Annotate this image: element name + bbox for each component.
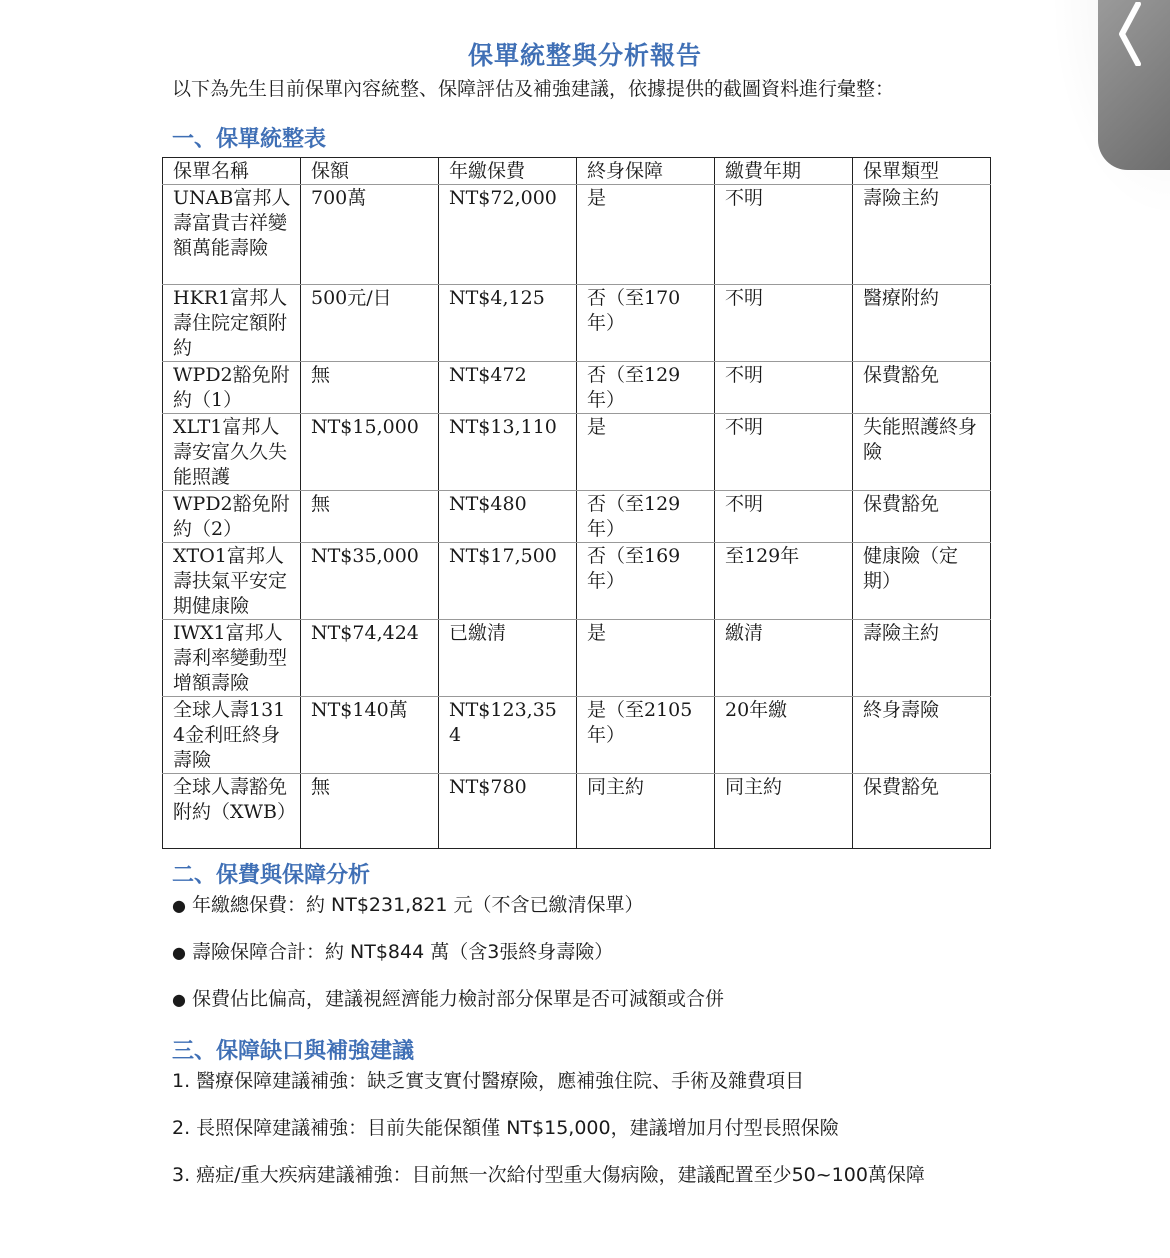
section-heading-summary: 一、保單統整表 bbox=[172, 127, 327, 152]
cell-policy-name: WPD2豁免附約（2） bbox=[163, 491, 301, 543]
cell-lifetime: 否（至170年） bbox=[577, 285, 715, 362]
cell-lifetime: 否（至129年） bbox=[577, 491, 715, 543]
cell-annual-premium: 已繳清 bbox=[439, 620, 577, 697]
col-header-coverage: 保額 bbox=[301, 158, 439, 185]
cell-annual-premium: NT$17,500 bbox=[439, 543, 577, 620]
cell-policy-name: HKR1富邦人壽住院定額附約 bbox=[163, 285, 301, 362]
cell-lifetime: 是（至2105年） bbox=[577, 697, 715, 774]
cell-annual-premium: NT$480 bbox=[439, 491, 577, 543]
table-row bbox=[163, 620, 991, 697]
table-row bbox=[163, 697, 991, 774]
cell-lifetime: 是 bbox=[577, 185, 715, 285]
cell-annual-premium: NT$72,000 bbox=[439, 185, 577, 285]
cell-policy-type: 保費豁免 bbox=[853, 774, 991, 849]
cell-annual-premium: NT$13,110 bbox=[439, 414, 577, 491]
cell-coverage: 700萬 bbox=[301, 185, 439, 285]
cell-policy-type: 失能照護終身險 bbox=[853, 414, 991, 491]
table-row bbox=[163, 543, 991, 620]
cell-policy-name: UNAB富邦人壽富貴吉祥變額萬能壽險 bbox=[163, 185, 301, 285]
table-row bbox=[163, 491, 991, 543]
table-row bbox=[163, 362, 991, 414]
table-header-row bbox=[163, 158, 991, 185]
cell-coverage: 無 bbox=[301, 491, 439, 543]
list-item: ● 壽險保障合計：約 NT$844 萬（含3張終身壽險） bbox=[172, 940, 724, 987]
list-item: ● 保費佔比偏高，建議視經濟能力檢討部分保單是否可減額或合併 bbox=[172, 987, 724, 1034]
cell-policy-type: 壽險主約 bbox=[853, 185, 991, 285]
cell-policy-type: 保費豁免 bbox=[853, 491, 991, 543]
list-item: 3. 癌症/重大疾病建議補強：目前無一次給付型重大傷病險，建議配置至少50~100萬保障 bbox=[172, 1164, 925, 1186]
cell-lifetime: 是 bbox=[577, 414, 715, 491]
cell-payment-term: 不明 bbox=[715, 185, 853, 285]
cell-coverage: NT$15,000 bbox=[301, 414, 439, 491]
section-heading-analysis: 二、保費與保障分析 bbox=[172, 863, 371, 888]
table-row bbox=[163, 285, 991, 362]
page-title: 保單統整與分析報告 bbox=[467, 41, 702, 70]
analysis-list bbox=[172, 893, 724, 1034]
table-row bbox=[163, 185, 991, 285]
cell-payment-term: 不明 bbox=[715, 414, 853, 491]
intro-text: 以下為先生目前保單內容統整、保障評估及補強建議，依據提供的截圖資料進行彙整： bbox=[172, 78, 895, 100]
cell-annual-premium: NT$4,125 bbox=[439, 285, 577, 362]
cell-coverage: NT$35,000 bbox=[301, 543, 439, 620]
cell-payment-term: 同主約 bbox=[715, 774, 853, 849]
back-tab[interactable] bbox=[1098, 0, 1170, 170]
cell-lifetime: 否（至129年） bbox=[577, 362, 715, 414]
cell-annual-premium: NT$780 bbox=[439, 774, 577, 849]
cell-lifetime: 是 bbox=[577, 620, 715, 697]
list-item: 1. 醫療保障建議補強：缺乏實支實付醫療險，應補強住院、手術及雜費項目 bbox=[172, 1070, 805, 1092]
cell-policy-type: 壽險主約 bbox=[853, 620, 991, 697]
list-item: 2. 長照保障建議補強：目前失能保額僅 NT$15,000，建議增加月付型長照保險 bbox=[172, 1117, 839, 1139]
policy-table bbox=[162, 157, 991, 849]
cell-payment-term: 不明 bbox=[715, 491, 853, 543]
cell-coverage: NT$140萬 bbox=[301, 697, 439, 774]
cell-policy-type: 健康險（定期） bbox=[853, 543, 991, 620]
cell-policy-name: 全球人壽1314金利旺終身壽險 bbox=[163, 697, 301, 774]
cell-payment-term: 不明 bbox=[715, 285, 853, 362]
col-header-lifetime: 終身保障 bbox=[577, 158, 715, 185]
cell-coverage: NT$74,424 bbox=[301, 620, 439, 697]
suggestion-list bbox=[172, 1069, 925, 1210]
cell-coverage: 500元/日 bbox=[301, 285, 439, 362]
cell-policy-name: IWX1富邦人壽利率變動型增額壽險 bbox=[163, 620, 301, 697]
cell-lifetime: 同主約 bbox=[577, 774, 715, 849]
cell-policy-type: 醫療附約 bbox=[853, 285, 991, 362]
cell-coverage: 無 bbox=[301, 774, 439, 849]
cell-annual-premium: NT$123,354 bbox=[439, 697, 577, 774]
cell-annual-premium: NT$472 bbox=[439, 362, 577, 414]
cell-policy-name: XLT1富邦人壽安富久久失能照護 bbox=[163, 414, 301, 491]
col-header-payment-term: 繳費年期 bbox=[715, 158, 853, 185]
section-heading-suggestions: 三、保障缺口與補強建議 bbox=[172, 1039, 415, 1064]
cell-policy-name: 全球人壽豁免附約（XWB） bbox=[163, 774, 301, 849]
table-row bbox=[163, 774, 991, 849]
col-header-policy-name: 保單名稱 bbox=[163, 158, 301, 185]
list-item: ● 年繳總保費：約 NT$231,821 元（不含已繳清保單） bbox=[172, 893, 724, 940]
cell-payment-term: 至129年 bbox=[715, 543, 853, 620]
table-row bbox=[163, 414, 991, 491]
cell-payment-term: 20年繳 bbox=[715, 697, 853, 774]
col-header-policy-type: 保單類型 bbox=[853, 158, 991, 185]
cell-policy-type: 終身壽險 bbox=[853, 697, 991, 774]
cell-payment-term: 繳清 bbox=[715, 620, 853, 697]
cell-lifetime: 否（至169年） bbox=[577, 543, 715, 620]
cell-coverage: 無 bbox=[301, 362, 439, 414]
cell-policy-type: 保費豁免 bbox=[853, 362, 991, 414]
cell-policy-name: XTO1富邦人壽扶氣平安定期健康險 bbox=[163, 543, 301, 620]
cell-payment-term: 不明 bbox=[715, 362, 853, 414]
col-header-annual-premium: 年繳保費 bbox=[439, 158, 577, 185]
cell-policy-name: WPD2豁免附約（1） bbox=[163, 362, 301, 414]
